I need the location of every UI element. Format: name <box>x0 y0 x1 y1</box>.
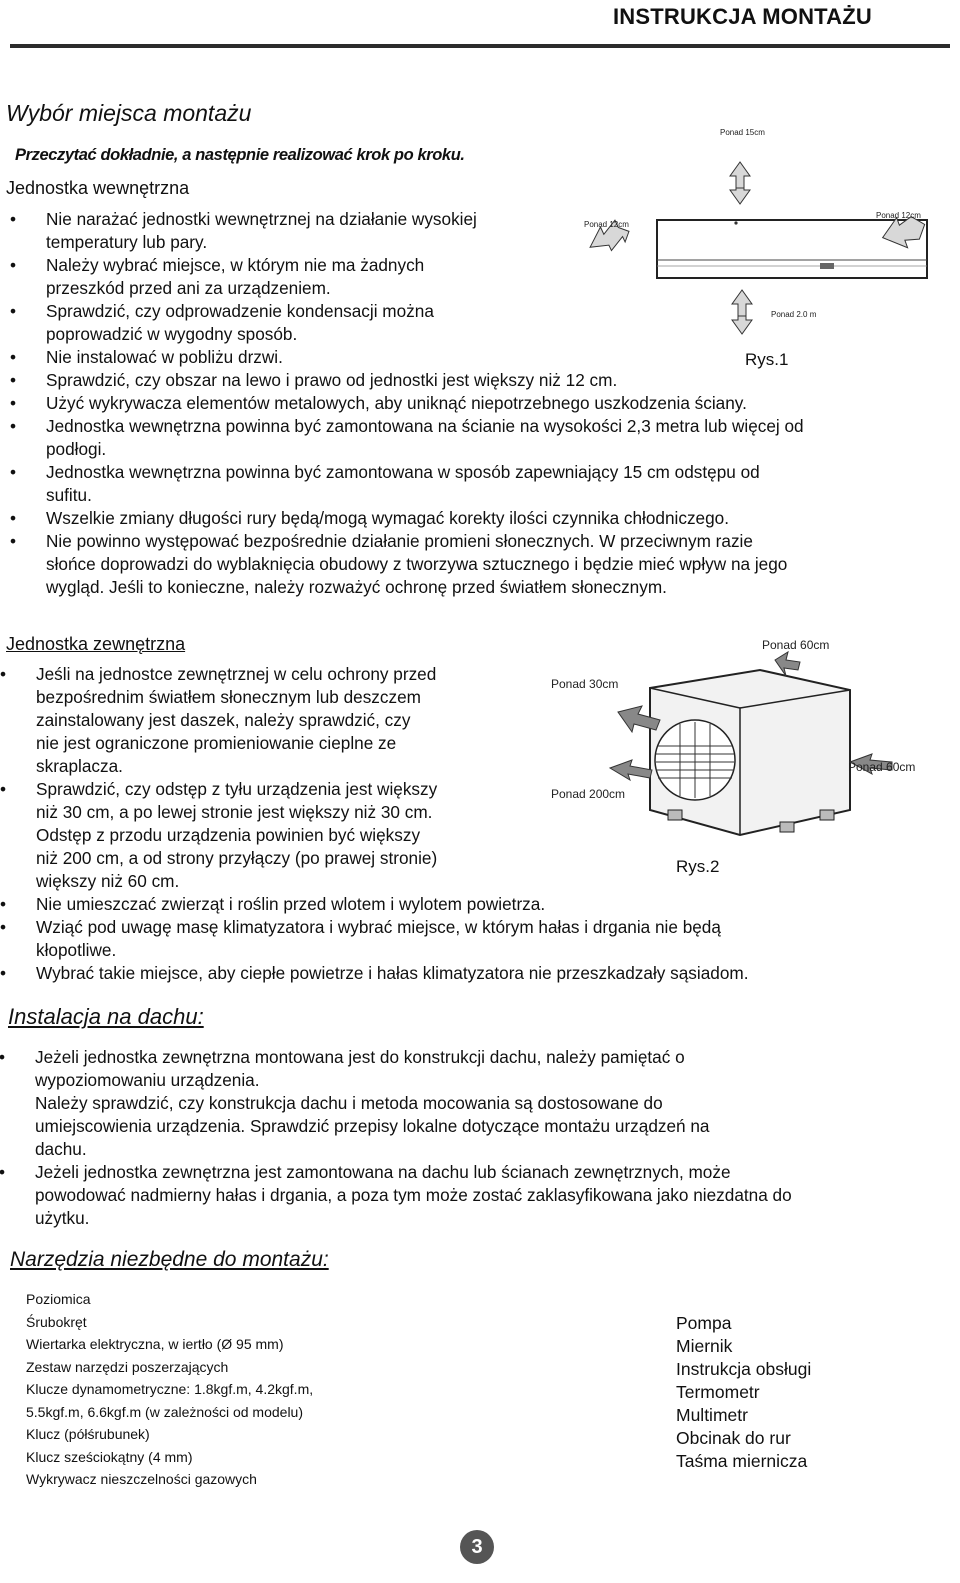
list-item: • Nie narażać jednostki wewnętrznej na działanie wysokiej temperatury lub pary. <box>6 208 951 254</box>
list-item: • Nie powinno występować bezpośrednie działanie promieni słonecznych. W przeciwnym razie słońce doprowadzi do wyblaknięcia obudowy z tworzywa sztucznego i będzie mieć wpływ na jego wygląd. Jeśli to konieczne, należy rozważyć ochronę przed światłem słonecznym. <box>6 530 951 599</box>
list-item: • Jeżeli jednostka zewnętrzna montowana jest do konstrukcji dachu, należy pamiętać o wypoziomowaniu urządzenia. Należy sprawdzić, czy konstrukcja dachu i metoda mocowania są dostosowane do umiejscowienia urządzenia. Sprawdzić przepisy lokalne dotyczące montażu urządzeń na dachu. <box>0 1046 940 1161</box>
list-item: Wykrywacz nieszczelności gazowych <box>26 1471 257 1487</box>
page-number-badge: 3 <box>460 1530 494 1564</box>
roof-bullet-list <box>0 1046 940 1230</box>
list-item: • Jednostka wewnętrzna powinna być zamontowana na ścianie na wysokości 2,3 metra lub więcej od podłogi. <box>6 415 951 461</box>
section-title-placement: Wybór miejsca montażu <box>6 100 252 126</box>
tools-title: Narzędzia niezbędne do montażu: <box>10 1248 329 1271</box>
list-item: Termometr <box>676 1382 760 1402</box>
list-item: • Jeśli na jednostce zewnętrznej w celu ochrony przed bezpośrednim światłem słonecznym lub deszczem zainstalowany jest daszek, należy sprawdzić, czy nie jest ograniczone promieniowanie cieplne ze skraplacza. <box>0 663 941 778</box>
clearance-right-label: Ponad 60cm <box>848 760 916 774</box>
tools-list-left <box>26 1288 313 1491</box>
indoor-unit-icon <box>657 220 927 278</box>
list-item: Śrubokręt <box>26 1313 87 1330</box>
header-rule <box>10 44 950 48</box>
list-item: Zestaw narzędzi poszerzających <box>26 1358 229 1375</box>
clearance-top-label: Ponad 60cm <box>762 638 830 652</box>
clearance-right-label: Ponad 12cm <box>876 211 921 220</box>
roof-installation-title: Instalacja na dachu: <box>8 1004 204 1029</box>
up-arrow-icon <box>730 162 750 204</box>
list-item: Pompa <box>676 1313 732 1333</box>
outdoor-unit-icon <box>650 670 850 835</box>
list-item: • Sprawdzić, czy obszar na lewo i prawo od jednostki jest większy niż 12 cm. <box>6 369 951 392</box>
list-item: • Jednostka wewnętrzna powinna być zamontowana w sposób zapewniający 15 cm odstępu od sufitu. <box>6 461 951 507</box>
indoor-unit-diagram <box>570 120 955 370</box>
front-arrow-icon <box>610 760 652 780</box>
list-item: Poziomica <box>26 1291 91 1307</box>
outdoor-unit-title: Jednostka zewnętrzna <box>6 634 186 654</box>
list-item: • Należy wybrać miejsce, w którym nie ma żadnych przeszkód przed ani za urządzeniem. <box>6 254 951 300</box>
list-item: Klucz (półśrubunek) <box>26 1426 150 1442</box>
indoor-unit-title: Jednostka wewnętrzna <box>6 178 190 198</box>
clearance-front-label: Ponad 200cm <box>551 787 626 801</box>
clearance-rear-label: Ponad 30cm <box>551 677 619 691</box>
list-item: • Jeżeli jednostka zewnętrzna jest zamontowana na dachu lub ścianach zewnętrznych, może powodować nadmierny hałas i drgania, a poza tym może zostać zaklasyfikowana jako niezdatna do użytku. <box>0 1161 940 1230</box>
clearance-bottom-label: Ponad 2.0 m <box>771 310 817 319</box>
instruction-text: Przeczytać dokładnie, a następnie realizować krok po kroku. <box>15 146 465 164</box>
list-item: • Nie umieszczać zwierząt i roślin przed wlotem i wylotem powietrza. <box>0 893 941 916</box>
figure-caption-rys1: Rys.1 <box>745 350 789 369</box>
list-item: • Sprawdzić, czy odstęp z tyłu urządzenia jest większy niż 30 cm, a po lewej stronie jest większy niż 30 cm. Odstęp z przodu urządzenia powinien być większy niż 200 cm, a od strony przyłączy (po prawej stronie) większy niż 60 cm. <box>0 778 941 893</box>
list-item: Instrukcja obsługi <box>676 1359 812 1379</box>
down-arrow-icon <box>732 290 752 334</box>
list-item: Obcinak do rur <box>676 1428 791 1448</box>
list-item: • Wszelkie zmiany długości rury będą/mogą wymagać korekty ilości czynnika chłodniczego. <box>6 507 951 530</box>
list-item: • Wziąć pod uwagę masę klimatyzatora i wybrać miejsce, w którym hałas i drgania nie będą kłopotliwe. <box>0 916 941 962</box>
figure-caption-rys2: Rys.2 <box>676 857 720 876</box>
list-item: Klucz sześciokątny (4 mm) <box>26 1448 193 1465</box>
clearance-left-label: Ponad 12cm <box>584 220 629 229</box>
clearance-top-label: Ponad 15cm <box>720 128 765 137</box>
list-item: Multimetr <box>676 1405 748 1425</box>
top-arrow-icon <box>775 652 800 676</box>
list-item: • Wybrać takie miejsce, aby ciepłe powietrze i hałas klimatyzatora nie przeszkadzały sąsiadom. <box>0 962 941 985</box>
list-item: 5.5kgf.m, 6.6kgf.m (w zależności od modelu) <box>26 1403 304 1420</box>
list-item: • Sprawdzić, czy odprowadzenie kondensacji można poprowadzić w wygodny sposób. <box>6 300 951 346</box>
list-item: • Nie instalować w pobliżu drzwi. <box>6 346 951 369</box>
list-item: • Użyć wykrywacza elementów metalowych, aby uniknąć niepotrzebnego uszkodzenia ściany. <box>6 392 951 415</box>
tools-list-right <box>676 1312 811 1473</box>
list-item: Miernik <box>676 1336 733 1356</box>
list-item: Klucze dynamometryczne: 1.8kgf.m, 4.2kgf.m, <box>26 1381 314 1397</box>
list-item: Taśma miernicza <box>676 1451 808 1471</box>
page-header-title: INSTRUKCJA MONTAŻU <box>612 4 872 29</box>
list-item: Wiertarka elektryczna, w iertło (Ø 95 mm) <box>26 1336 284 1352</box>
